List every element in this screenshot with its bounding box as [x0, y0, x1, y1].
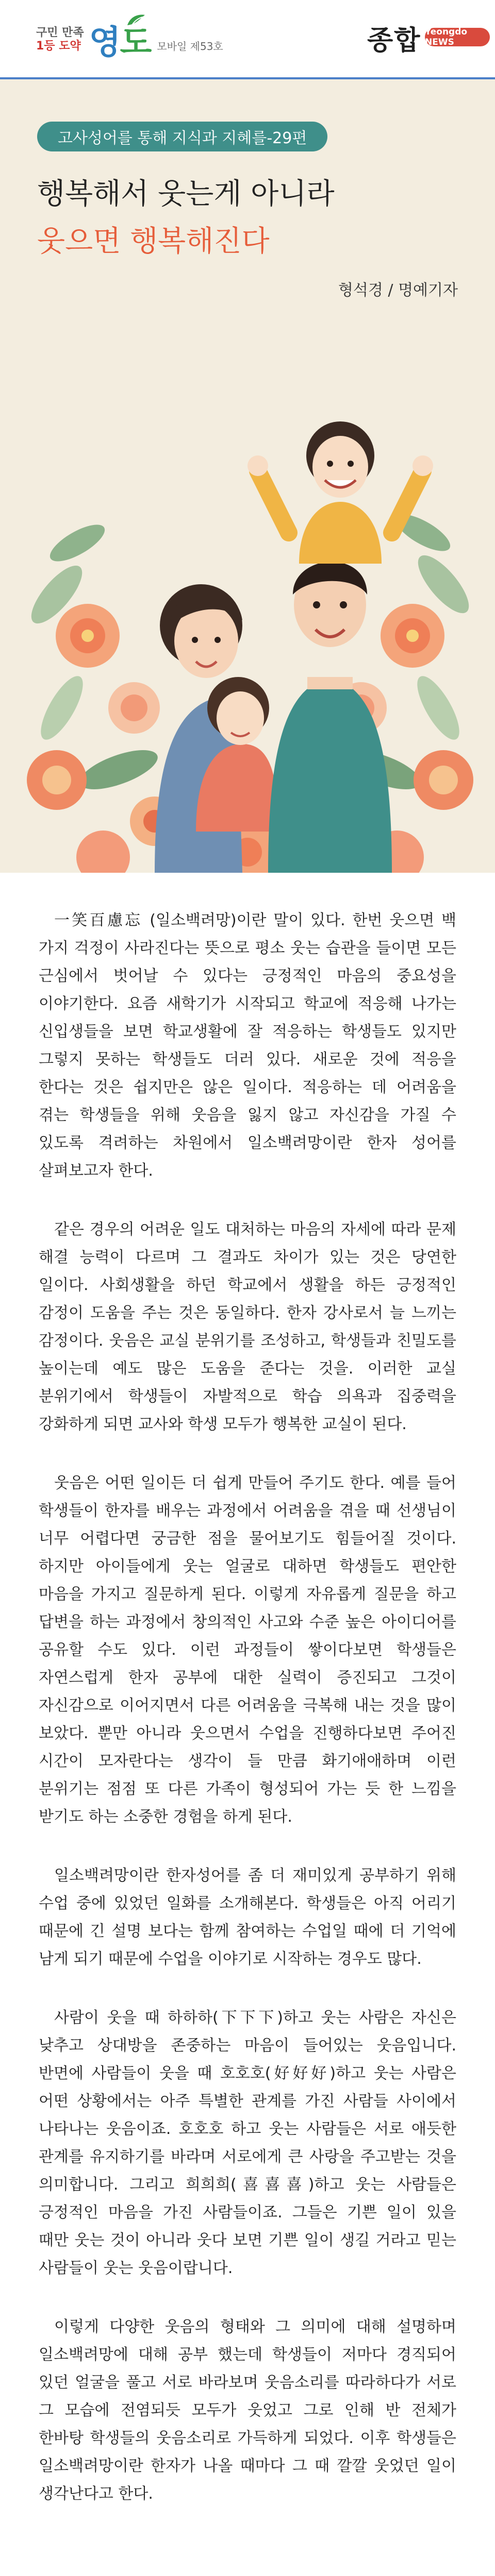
- logo-slogan-line2: 1등 도약: [36, 40, 81, 53]
- logo-wordmark: [89, 16, 151, 63]
- series-badge: 고사성어를 통해 지식과 지혜를-29편: [37, 122, 327, 151]
- article-paragraph: 일소백려망이란 한자성어를 좀 더 재미있게 공부하기 위해 수업 중에 있었던 일화를 소개해본다. 학생들은 아직 어리기 때문에 긴 설명 보다는 함께 참여하는 수업일 때에 더 기억에 남게 되기 때문에 수업을 이야기로 시작하는 경우도 많다.: [39, 1867, 456, 1968]
- article-paragraph: 이렇게 다양한 웃음의 형태와 그 의미에 대해 설명하며 일소백려망에 대해 공부 했는데 학생들이 저마다 경직되어 있던 얼굴을 풀고 서로 바라보며 웃음소리를 따라하다가 서로 그 모습에 전염되듯 모두가 웃었고 그로 인해 반 전체가 한바탕 학생들의 웃음소리로 가득하게 되었다. 이후 학생들은 일소백려망이란 한자가 나올 때마다 그 때 깔깔 웃었던 일이 생각난다고 한다.: [39, 2318, 456, 2503]
- article-paragraph: 같은 경우의 어려운 일도 대처하는 마음의 자세에 따라 문제 해결 능력이 다르며 그 결과도 차이가 있는 것은 당연한 일이다. 사회생활을 하던 학교에서 생활을 하든 긍정적인 감정이 도움을 주는 것은 동일하다. 한자 강사로서 늘 느끼는 감정이다. 웃음은 교실 분위기를 조성하고, 학생들과 친밀도를 높이는데 예도 많은 도움을 준다는 것을. 이러한 교실 분위기에서 학생들이 자발적으로 학습 의욕과 집중력을 강화하게 되면 교사와 학생 모두가 행복한 교실이 된다.: [39, 1221, 456, 1433]
- headline-line2: 웃으면 행복해진다: [37, 225, 270, 258]
- news-badge[interactable]: Yeongdo NEWS: [425, 28, 490, 46]
- section-title: 종합: [367, 25, 421, 56]
- son-figure: [248, 421, 433, 564]
- family-with-flowers-illustration: [0, 316, 495, 873]
- headline-line1: 행복해서 웃는게 아니라: [37, 177, 335, 211]
- logo-slogan: [36, 26, 84, 53]
- byline: 형석경 / 명예기자: [338, 281, 458, 299]
- hero-section: [0, 79, 495, 873]
- logo-wordmark-part2: 도: [120, 24, 151, 62]
- logo-slogan-line1: 구민 만족: [36, 26, 84, 39]
- yeongdo-logo[interactable]: [36, 11, 223, 68]
- issue-number: 모바일 제53호: [157, 40, 223, 53]
- newsletter-header: [0, 0, 495, 77]
- leaf-icon: [125, 13, 147, 27]
- article-paragraph: 웃음은 어떤 일이든 더 쉽게 만들어 주기도 한다. 예를 들어 학생들이 한자를 배우는 과정에서 어려움을 겪을 때 선생님이 너무 어렵다면 궁금한 점을 물어보기도 힘들어질 것이다. 하지만 아이들에게 웃는 얼굴로 대하면 학생들도 편안한 마음을 가지고 질문하게 된다. 이렇게 자유롭게 질문을 하고 답변을 하는 과정에서 창의적인 사고와 수준 높은 아이디어를 공유할 수도 있다. 이런 과정들이 쌓이다보면 학생들은 자연스럽게 한자 공부에 대한 실력이 증진되고 그것이 자신감으로 이어지면서 다른 어려움을 극복해 내는 것을 많이 보았다. 뿐만 아니라 웃으면서 수업을 진행하다보면 주어진 시간이 모자란다는 생각이 들 만큼 화기애애하며 이런 분위기는 점점 또 다른 가족이 형성되어 가는 듯 한 느낌을 받기도 하는 소중한 경험을 하게 된다.: [39, 1474, 456, 1826]
- article-paragraph: 사람이 웃을 때 하하하(下下下)하고 웃는 사람은 자신은 낮추고 상대방을 존중하는 마음이 들어있는 웃음입니다. 반면에 사람들이 웃을 때 호호호(好好好)하고 웃는 사람은 어떤 상황에서는 아주 특별한 관계를 가진 사람들 사이에서 나타나는 웃음이죠. 호호호 하고 웃는 사람들은 서로 애듯한 관계를 유지하기를 바라며 서로에게 큰 사랑을 주고받는 것을 의미합니다. 그리고 희희희(喜喜喜)하고 웃는 사람들은 긍정적인 마음을 가진 사람들이죠. 그들은 기쁜 일이 있을 때만 웃는 것이 아니라 웃다 보면 기쁜 일이 생길 거라고 믿는 사람들이 웃는 웃음이랍니다.: [39, 2009, 456, 2277]
- article-body: [39, 907, 456, 2539]
- article-paragraph: 一笑百慮忘 (일소백려망)이란 말이 있다. 한번 웃으면 백 가지 걱정이 사라진다는 뜻으로 평소 웃는 습관을 들이면 모든 근심에서 벗어날 수 있다는 긍정적인 마음의 중요성을 이야기한다. 요즘 새학기가 시작되고 학교에 적응해 나가는 신입생들을 보면 학교생활에 잘 적응하는 학생들도 있지만 그렇지 못하는 학생들도 더러 있다. 새로운 것에 적응을 한다는 것은 쉽지만은 않은 일이다. 적응하는 데 어려움을 겪는 학생들을 위해 웃음을 잃지 않고 자신감을 가질 수 있도록 격려하는 차원에서 일소백려망이란 한자 성어를 살펴보고자 한다.: [39, 911, 456, 1180]
- logo-wordmark-part1: 영: [89, 24, 120, 62]
